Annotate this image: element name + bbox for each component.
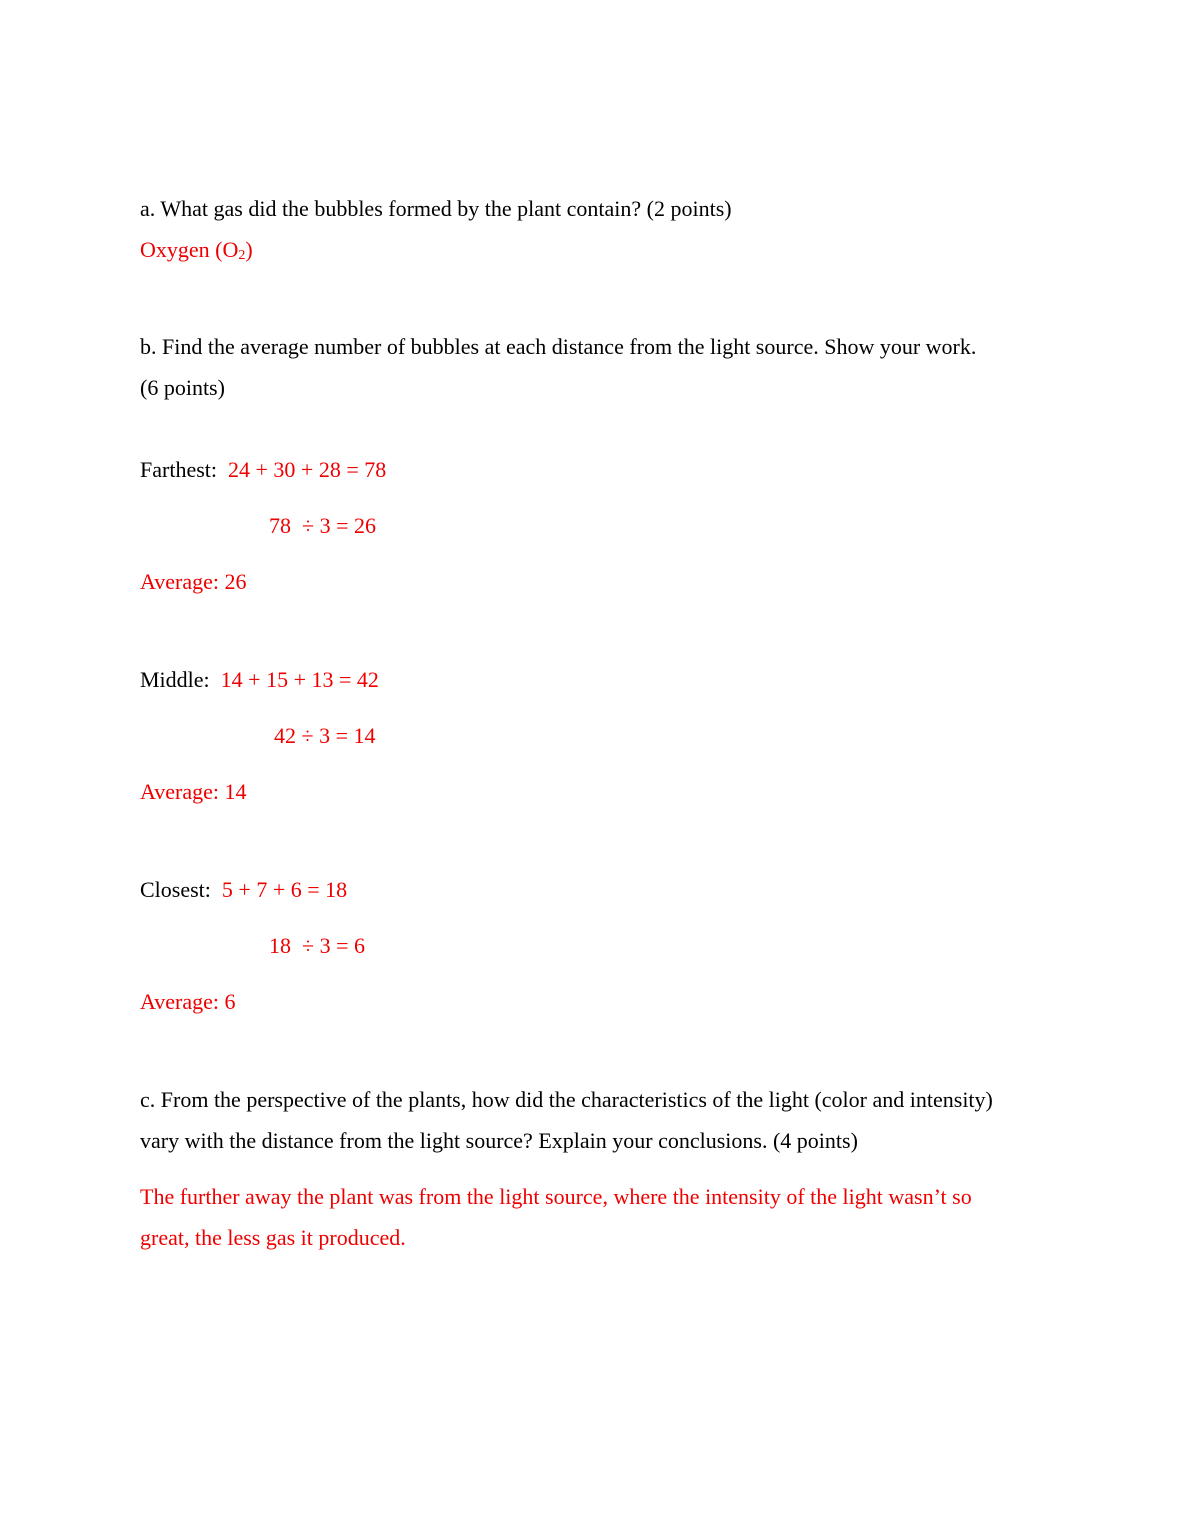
question-c-answer-line1: The further away the plant was from the light source, where the intensity of the light wasn’t so <box>140 1184 972 1209</box>
farthest-row <box>140 455 386 485</box>
question-b-prompt-line2: (6 points) <box>140 375 225 400</box>
closest-average: Average: 6 <box>140 989 236 1014</box>
question-a-answer <box>140 235 253 271</box>
question-a-prompt: a. What gas did the bubbles formed by the plant contain? (2 points) <box>140 196 732 221</box>
question-c-answer-line2: great, the less gas it produced. <box>140 1225 406 1250</box>
closest-label: Closest: <box>140 877 211 902</box>
middle-sum: 14 + 15 + 13 = 42 <box>220 667 379 692</box>
answer-a-prefix: Oxygen (O <box>140 237 239 262</box>
question-b-prompt-line1: b. Find the average number of bubbles at each distance from the light source. Show your work. <box>140 334 977 359</box>
farthest-label: Farthest: <box>140 457 217 482</box>
closest-division: 18 ÷ 3 = 6 <box>269 933 365 958</box>
middle-division: 42 ÷ 3 = 14 <box>274 723 376 748</box>
answer-a-subscript: 2 <box>238 248 246 263</box>
farthest-sum: 24 + 30 + 28 = 78 <box>228 457 387 482</box>
question-c-prompt-line1: c. From the perspective of the plants, how did the characteristics of the light (color and intensity) <box>140 1087 993 1112</box>
farthest-division: 78 ÷ 3 = 26 <box>269 513 376 538</box>
middle-label: Middle: <box>140 667 210 692</box>
closest-row <box>140 875 347 905</box>
farthest-average: Average: 26 <box>140 569 247 594</box>
middle-average: Average: 14 <box>140 779 247 804</box>
answer-a-suffix: ) <box>245 237 253 262</box>
middle-row <box>140 665 379 695</box>
closest-sum: 5 + 7 + 6 = 18 <box>221 877 348 902</box>
question-c-prompt-line2: vary with the distance from the light source? Explain your conclusions. (4 points) <box>140 1128 858 1153</box>
